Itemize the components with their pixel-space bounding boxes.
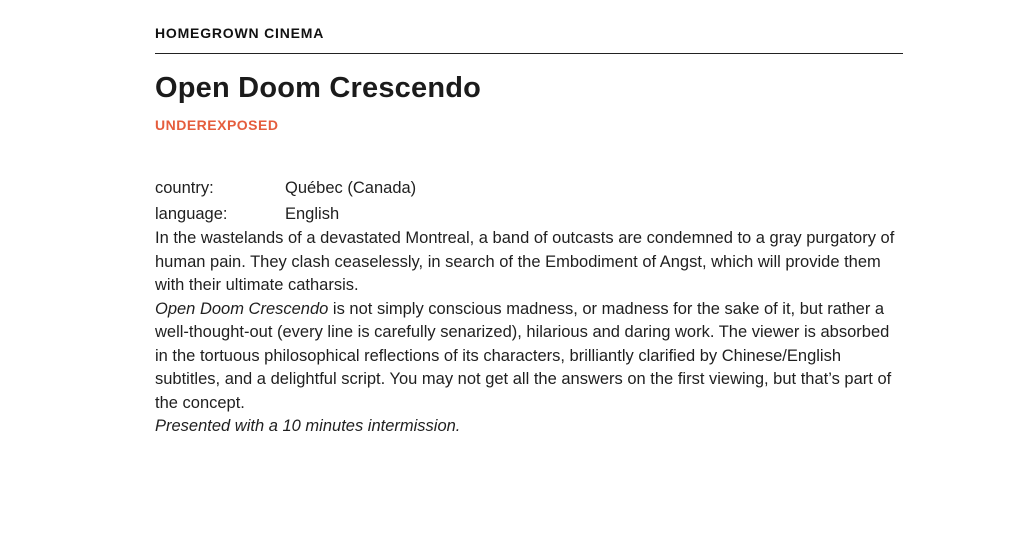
- detail-label: country:: [155, 179, 214, 197]
- content-container: [155, 25, 903, 439]
- review-text: is not simply conscious madness, or madness for the sake of it, but rather a well-thought-out (every line is carefully senarized), hilarious and daring work. The viewer is absorbed in the tortuous philosophical reflections of its characters, brilliantly clarified by Chinese/English subtitles, and a delightful script. You may not get all the answers on the first viewing, but that’s part of the concept.: [155, 299, 892, 412]
- film-details: [155, 175, 903, 227]
- detail-row-country: [155, 175, 903, 201]
- film-title: Open Doom Crescendo: [155, 72, 482, 104]
- section-link-homegrown-cinema[interactable]: HOMEGROWN CINEMA: [155, 25, 325, 41]
- intermission-note: Presented with a 10 minutes intermission.: [155, 417, 461, 435]
- header-divider: [155, 53, 903, 54]
- review-paragraph: [155, 298, 903, 416]
- detail-label: language:: [155, 205, 228, 223]
- synopsis-paragraph: In the wastelands of a devastated Montreal, a band of outcasts are condemned to a gray purgatory of human pain. They clash ceaselessly, in search of the Embodiment of Angst, which will provide them with their ultimate catharsis.: [155, 229, 895, 294]
- film-title-inline: Open Doom Crescendo: [155, 299, 329, 318]
- series-badge-underexposed[interactable]: UNDEREXPOSED: [155, 117, 279, 133]
- detail-row-language: [155, 201, 903, 227]
- detail-value: English: [285, 205, 340, 223]
- detail-value: Québec (Canada): [285, 179, 417, 197]
